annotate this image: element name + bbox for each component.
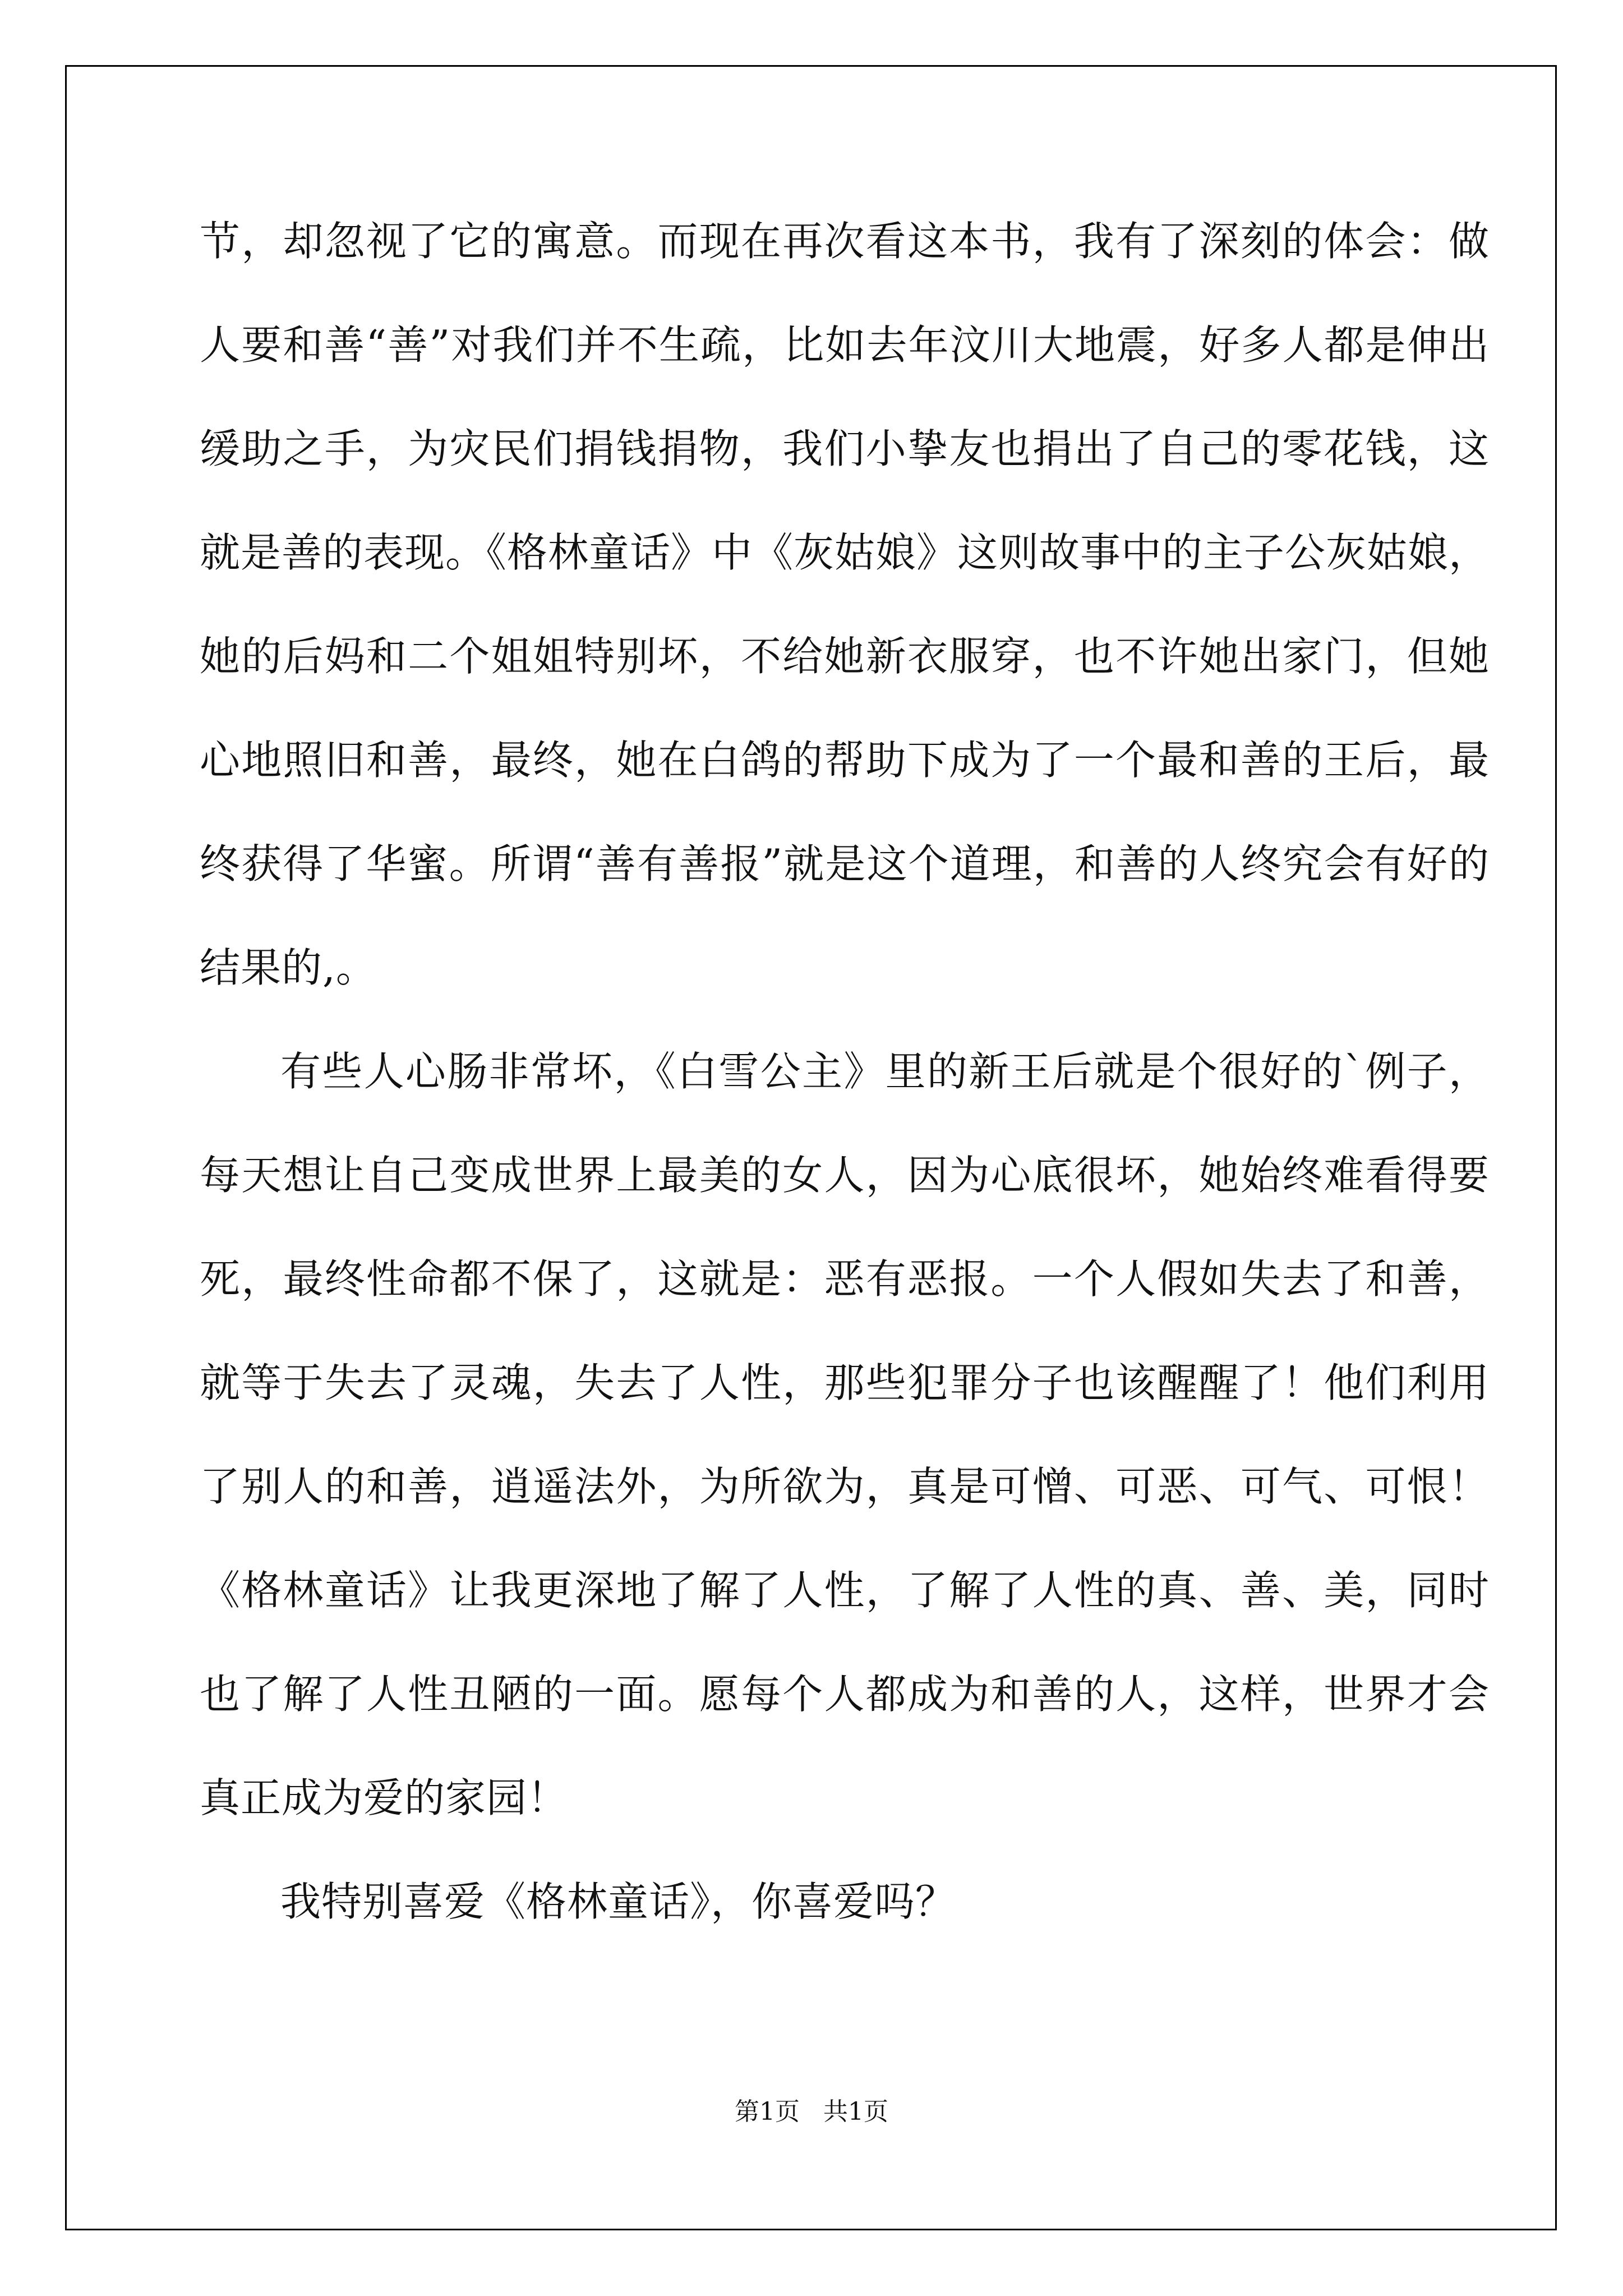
paragraph-1: 节，却忽视了它的寓意。而现在再次看这本书，我有了深刻的体会：做人要和善“善”对我们并不生疏，比如去年汶川大地震，好多人都是伸出缓助之手，为灾民们捐钱捐物，我们小挚友也捐出了自己的零花钱，这就是善的表现。《格林童话》中《灰姑娘》这则故事中的主子公灰姑娘，她的后妈和二个姐姐特别坏，不给她新衣服穿，也不许她出家门，但她心地照旧和善，最终，她在白鸽的帮助下成为了一个最和善的王后，最终获得了华蜜。所谓“善有善报”就是这个道理，和善的人终究会有好的结果的,。 xyxy=(200,218,1490,991)
document-body xyxy=(200,190,1490,1954)
paragraph-2: 有些人心肠非常坏，《白雪公主》里的新王后就是个很好的`例子，每天想让自己变成世界上最美的女人，因为心底很坏，她始终难看得要死，最终性命都不保了，这就是：恶有恶报。一个人假如失去了和善，就等于失去了灵魂，失去了人性，那些犯罪分子也该醒醒了！他们利用了别人的和善，逍遥法外，为所欲为，真是可憎、可恶、可气、可恨！《格林童话》让我更深地了解了人性，了解了人性的真、善、美，同时也了解了人性丑陋的一面。愿每个人都成为和善的人，这样，世界才会真正成为爱的家园！ xyxy=(200,1048,1490,1821)
paragraph-3: 我特别喜爱《格林童话》，你喜爱吗？ xyxy=(280,1878,957,1925)
page-footer: 第1页 共1页 xyxy=(735,2097,888,2126)
